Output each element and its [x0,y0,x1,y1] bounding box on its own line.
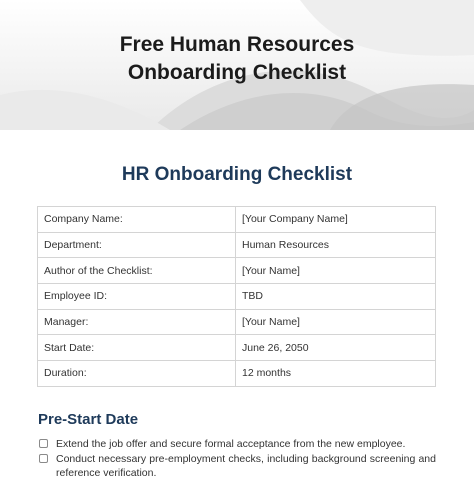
duration-value: 12 months [236,361,436,387]
company-name-label: Company Name: [38,207,236,233]
company-name-value: [Your Company Name] [236,207,436,233]
table-row [38,258,436,284]
banner [0,0,474,130]
checkbox[interactable] [39,454,48,463]
department-label: Department: [38,232,236,258]
section-title-pre-start-date: Pre-Start Date [38,411,139,428]
checklist-item-text: Extend the job offer and secure formal acceptance from the new employee. [56,438,406,450]
duration-label: Duration: [38,361,236,387]
employee-id-value: TBD [236,284,436,310]
banner-title-line1: Free Human Resources [119,33,355,56]
table-row [38,361,436,387]
author-value: [Your Name] [236,258,436,284]
start-date-label: Start Date: [38,335,236,361]
banner-title-line2: Onboarding Checklist [127,61,347,84]
employee-id-label: Employee ID: [38,284,236,310]
table-row [38,207,436,233]
start-date-value: June 26, 2050 [236,335,436,361]
author-label: Author of the Checklist: [38,258,236,284]
checklist-item-text: Conduct necessary pre-employment checks, including background screening and reference verification. [56,453,436,479]
checkbox[interactable] [39,439,48,448]
manager-label: Manager: [38,309,236,335]
table-row [38,335,436,361]
table-row [38,284,436,310]
document-title: HR Onboarding Checklist [121,164,353,185]
department-value: Human Resources [236,232,436,258]
table-row [38,232,436,258]
manager-value: [Your Name] [236,309,436,335]
table-row [38,309,436,335]
employee-info-table [37,206,436,387]
